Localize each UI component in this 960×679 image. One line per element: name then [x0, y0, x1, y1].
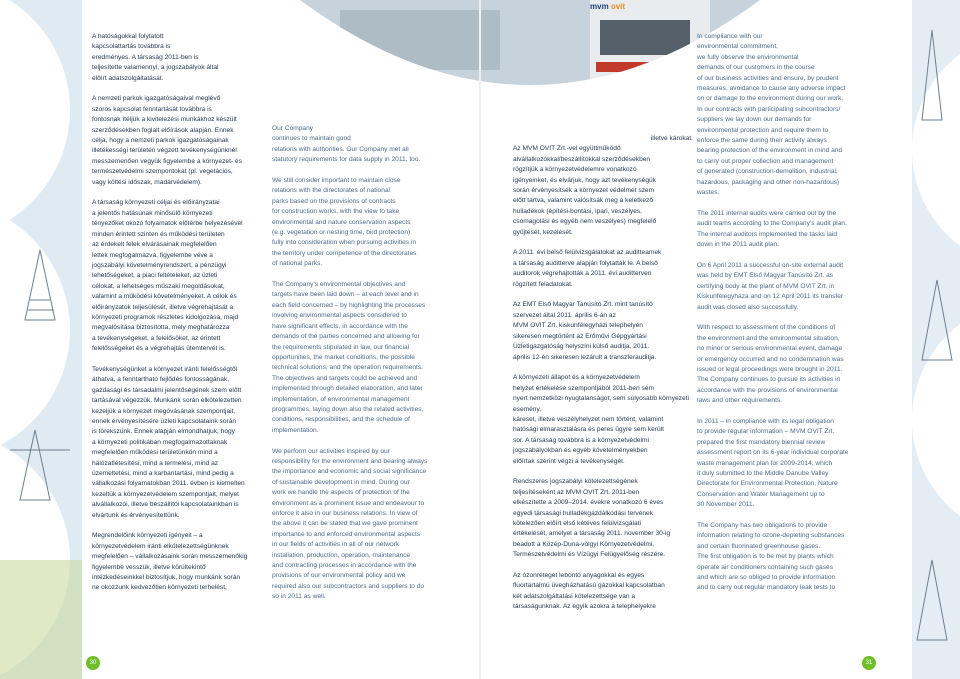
right-photos — [912, 0, 960, 679]
page-gutter — [479, 0, 481, 679]
paragraph: Az ózonréteget lebontó anyagokkal és egyes fluortartalmú üvegházhatású gázokkal kapcsolatban két adatszolgáltatási kötelezettsége van a társaságunknak. Az egyik azokra a telephelyekre — [513, 571, 665, 611]
mvm-ovit-logo — [590, 2, 625, 11]
column-en-left — [272, 124, 472, 613]
pylon-photos — [0, 0, 82, 679]
paragraph: The Company has two obligations to provide information relating to ozone-depleting substances and certain fluorinated greenhouse gases. The first obligation is to be met by plants which operate air conditioners containing such gases and which are so obliged to provide information and to carry out regular mandatory leak tests to — [697, 522, 845, 592]
paragraph: A társaság környezeti céljai és előirányzatai a jelentős hatásúnak minősülő környezeti tényezőket okozó folyamatok előtérbe helyezésével minden érintett szinten és működési területen az érdekelt felek elvárásainak megfelelően lettek megfogalmazva, figyelembe véve a jogszabályi követelményrendszert, a pénzügyi lehetőségeket, a piaci feltételeket, az üzleti célokat, a lehetséges műszaki megoldásokat, valamint a működési követelményeket. A célok és előirányzatok teljesülését, illetve végrehajtását a környezeti programok részletes kidolgozása, majd megvalósítása biztosította, mely meghatározza a tevékenységeket, a felelősöket, az érintett felelősségeket és a végrehajtás ütemtervét is. — [92, 199, 243, 353]
paragraph: The 2011 internal audits were carried out by the audit teams according to the Company’s audit plan. The internal auditors implemented the tasks laid down in the 2011 audit plan. — [697, 209, 847, 249]
paragraph: The Company’s environmental objectives and targets have been laid down – at each level and in each field concerned – by highlighting the processes involving environmental aspects considered to have significant effects, in accordance with the demands of the parties concerned and allowing for the requirements stipulated in law, our financial opportunities, the market conditions, the possible technical solutions, and the operation requirements. The objectives and targets could be achieved and implemented through detailed elaboration, and later implementation, of environmental management programmes, laying down also the related activities, conditions, responsibilities, and the schedule of implementation. — [272, 281, 426, 434]
photo-strip-left — [0, 0, 82, 679]
paragraph: Megrendelőink környezeti igényeit – a környezetvédelem iránti elkötelezettségünknek megfelelően – vállalkozásaink során messzemenőkig figyelembe vesszük, illetve körültekintő intézkedéseinkkel biztosítjuk, hogy munkánk során ne okozzunk kedvezőtlen környezeti terhelést, — [92, 532, 248, 592]
column-hu-left — [92, 32, 262, 604]
paragraph: A hatóságokkal folytatott kapcsolattartás továbbra is eredményes. A társaság 2011-ben is teljesítette valamennyi, a jogszabályok által előírt adatszolgáltatását. — [92, 33, 219, 82]
column-hu-right — [513, 134, 693, 623]
logo-suffix: ovit — [608, 2, 626, 11]
photo-strip-right — [912, 0, 960, 679]
paragraph: Az EMT Első Magyar Tanúsító Zrt. mint tanúsító szervezet által 2011. április 6-án az MVM OVIT Zrt. kiskunfélegyházi telephelyén sikeresen megtörtént az Erőművi Gépgyártási Üzletigazgatóság helyszíni külső auditja, 2011. április 12-én sikeresen lezárult a transzferauditja. — [513, 301, 657, 361]
paragraph: In compliance with our environmental commitment, we fully observe the environmental demands of our customers in the course of our business activities and ensure, by prudent measures, avoidance to cause any adverse impact on or damage to the environment during our work. In our contracts with participating subcontractors/ suppliers we lay down our demands for environmental protection and require them to enforce the same during their activity always bearing protection of the environment in mind and to carry out proper collection and management of generated (construction-demolition, industrial, hazardous, packaging and other non-hazardous) wastes. — [697, 33, 846, 197]
paragraph: Az MVM OVIT Zrt.-vel együttműködő alvállalkozókkal/beszállítókkal szerződésekben rögzítjük a környezetvédelemre vonatkozó igényeinket, és elvárjuk, hogy azt tevékenységük során érvényesítsék a környezet védelmét szem előtt tartva, valamint valósítsák meg a keletkező hulladékok (építési-bontási, ipari, veszélyes, csomagolási és egyéb nem veszélyes) megfelelő gyűjtését, kezelését. — [513, 145, 657, 236]
paragraph: A környezeti állapot és a környezetvédelem helyzet értékelése szempontjából 2011-ben sem nyert nemzetközi nyugtalanságot, sem súlyosabb környezeti esemény, káreset, illetve veszélyhelyzet nem történt, valamint hatósági elmarasztalásra és peres ügyre sem került sor. A társaság továbbra is a környezetvédelmi jogszabályokban és egyéb követelményekben előírtak szerint végzi a tevékenységét. — [513, 374, 689, 465]
paragraph: Rendszeres jogszabályi kötelezettségének teljesítéseként az MVM OVIT Zrt. 2011-ben elkészítette a 2009–2014. évekre vonatkozó 6 éves egyedi társasági hulladékgazdálkodási tervének kötelezően előírt első kétéves felülvizsgálati értékelését, amelyet a társaság 2011. november 30-ig beadott a Közép-Duna-völgyi Környezetvédelmi, Természetvédelmi és Vízügyi Felügyelőség részére. — [513, 478, 671, 559]
page-number-left: 30 — [86, 656, 100, 670]
paragraph: In 2011 – in compliance with its legal obligation to provide regular information – MVM OVIT Zrt. prepared the first mandatory biennial review assessment report on its 6-year individual corporate waste management plan for 2009-2014, which it duly submitted to the Middle Danube Valley Directorate for Environmental Protection, Nature Conservation and Water Management up to 30 November 2011. — [697, 417, 849, 509]
paragraph: With respect to assessment of the conditions of the environment and the environmental situation, no minor or serious environmental event, damage or emergency occurred and no condemnation was issued or legal proceedings were brought in 2011. The Company continues to pursue its activities in accordance with the provisions of environmental laws and other requirements. — [697, 324, 844, 405]
paragraph: A 2011. évi belső felülvizsgálatokat az auditteamek a társaság auditterve alapján folytatták le. A belső auditorok végrehajtották a 2011. évi auditterven rögzített feladatokat. — [513, 249, 662, 288]
truck-photo — [300, 0, 760, 120]
column-en-right — [697, 32, 869, 604]
paragraph: Our Company continues to maintain good relations with authorities. Our Company met all statutory requirements for data supply in 2011, too. — [272, 125, 421, 164]
paragraph: We perform our activities inspired by our responsibility for the environment and bearing always the importance and economic and social significance of sustainable development in mind. During our work we handle the aspects of protection of the environment as a prominent issue and endeavour to enforce it also in our business relations. In view of the above it can be stated that we gave prominent importance to and enforced environmental aspects in our fields of activities in all of our network installation, production, operation, maintenance and contracting processes in accordance with the provisions of our environmental policy and we required also our subcontractors and suppliers to do so in 2011 as well. — [272, 447, 428, 601]
paragraph: Tevékenységünket a környezet iránti felelősségtől áthatva, a fenntartható fejlődés fontosságának, gazdasági és társadalmi jelentőségének szem előtt tartásával végezzük. Munkánk során elkötelezetten kezeljük a környezet megóvásának szempontjait, ennek érvényesítésére üzleti kapcsolataink során is törekszünk. Ennek alapján elmondhatjuk, hogy a környezeti politikában megfogalmazottaknak megfelelően működési területünkön mind a hálózatlétesítési, mind a termelési, mind az üzemeltetési, mind a karbantartási, mind pedig a vállalkozási folyamatokban 2011. évben is kiemelten kezeltük a környezetvédelem szempontjait, melyet alvállalkozói, illetve beszállítói kapcsolatainkban is elvártunk és érvényesítettünk. — [92, 365, 245, 519]
paragraph: On 6 April 2011 a successful on-site external audit was held by EMT Első Magyar Tanúsító Zrt. as certifying body at the plant of MVM OVIT Zrt. in Kiskunfélegyháza and on 12 April 2011 its transfer audit was closed also successfully. — [697, 261, 844, 311]
paragraph: A nemzeti parkok igazgatóságaival meglévő szoros kapcsolat fenntartását továbbra is fontosnak ítéljük a kivitelezési munkákhoz készült szerződésekben foglalt előírások alapján. Ennek célja, hogy a nemzeti parkok igazgatóságainak illetékességi területén végzett tevékenységünknél messzemenően vegyük figyelembe a környezet- és természetvédelmi szempontokat (pl. vegetációs, vagy költési időszak, madárvédelem). — [92, 95, 242, 186]
paragraph: We still consider important to maintain close relations with the directorates of national parks based on the provisions of contracts for construction works, with the view to take environmental and nature conservation aspects (e.g. vegetation or nesting time, bird protection) fully into consideration when pursuing activities in the territory under competence of the directorates of national parks. — [272, 177, 417, 268]
page-number-right: 31 — [862, 656, 876, 670]
photo-top — [300, 0, 760, 120]
paragraph-lead: illetve károkat. — [650, 135, 693, 142]
logo-brand: mvm — [590, 2, 609, 11]
